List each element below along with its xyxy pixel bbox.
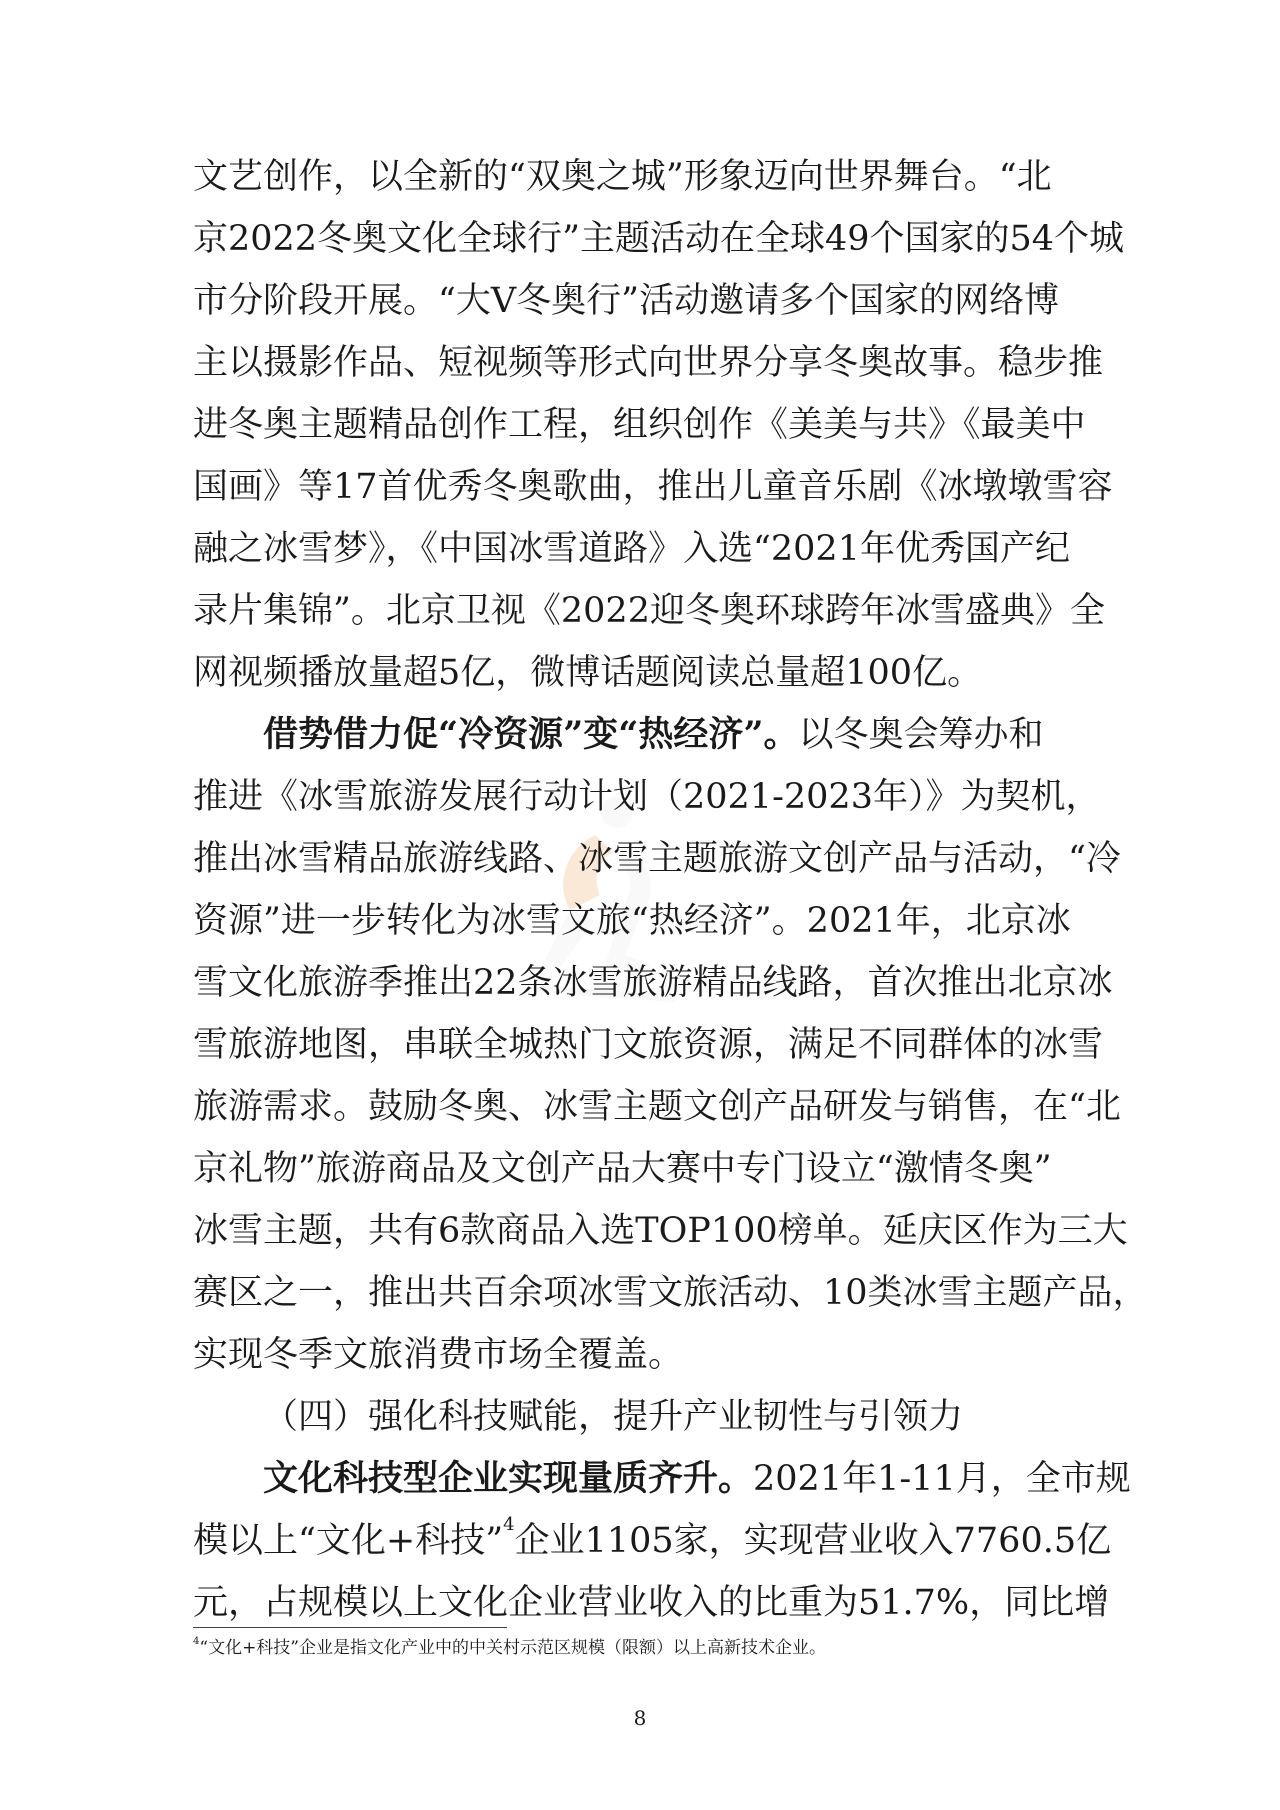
text-line: 国画》等17首优秀冬奥歌曲，推出儿童音乐剧《冰墩墩雪容 <box>193 467 1113 507</box>
paragraph-first-line <box>193 1448 1131 1510</box>
text-line: 推进《冰雪旅游发展行动计划（2021-2023年）》为契机， <box>193 777 1101 817</box>
paragraph-first-line <box>193 704 1097 766</box>
text-line: 主以摄影作品、短视频等形式向世界分享冬奥故事。稳步推 <box>193 343 1104 383</box>
text-line: 资源”进一步转化为冰雪文旅“热经济”。2021年，北京冰 <box>193 901 1071 941</box>
text-line: 冰雪主题，共有6款商品入选TOP100榜单。延庆区作为三大 <box>193 1211 1128 1251</box>
page-number: 8 <box>633 1706 647 1730</box>
section-heading: （四）强化科技赋能，提升产业韧性与引领力 <box>263 1397 964 1437</box>
text-line: 进冬奥主题精品创作工程，组织创作《美美与共》《最美中 <box>193 405 1086 445</box>
paragraph-text: 模以上“文化+科技” <box>193 1521 504 1561</box>
text-line: 京礼物”旅游商品及文创产品大赛中专门设立“激情冬奥” <box>193 1149 1052 1189</box>
text-line: 录片集锦”。北京卫视《2022迎冬奥环球跨年冰雪盛典》全 <box>193 591 1105 631</box>
footnote-reference[interactable]: 4 <box>503 1514 515 1535</box>
text-line: 推出冰雪精品旅游线路、冰雪主题旅游文创产品与活动，“冷 <box>193 839 1121 879</box>
paragraph-text: 2021年1-11月，全市规 <box>753 1459 1131 1499</box>
text-line: 融之冰雪梦》，《中国冰雪道路》入选“2021年优秀国产纪 <box>193 529 1070 569</box>
text-line: 文艺创作，以全新的“双奥之城”形象迈向世界舞台。“北 <box>193 157 1052 197</box>
text-line: 元，占规模以上文化企业营业收入的比重为51.7%，同比增 <box>193 1583 1110 1623</box>
footnote-marker: 4 <box>193 1636 200 1647</box>
paragraph-bold-lead: 借势借力促“冷资源”变“热经济”。 <box>263 714 799 755</box>
main-text <box>193 146 1148 1634</box>
text-line: 京2022冬奥文化全球行”主题活动在全球49个国家的54个城 <box>193 219 1125 259</box>
paragraph-bold-lead: 文化科技型企业实现量质齐升。 <box>263 1458 754 1499</box>
text-line: 网视频播放量超5亿，微博话题阅读总量超100亿。 <box>193 653 983 693</box>
paragraph-text: 以冬奥会筹办和 <box>798 715 1044 755</box>
footnote-divider <box>193 1627 507 1628</box>
text-line: 赛区之一，推出共百余项冰雪文旅活动、10类冰雪主题产品， <box>193 1273 1148 1313</box>
text-line: 雪文化旅游季推出22条冰雪旅游精品线路，首次推出北京冰 <box>193 963 1113 1003</box>
paragraph-text: 企业1105家，实现营业收入7760.5亿 <box>514 1521 1112 1561</box>
text-line: 旅游需求。鼓励冬奥、冰雪主题文创产品研发与销售，在“北 <box>193 1087 1121 1127</box>
text-line <box>193 1510 1112 1572</box>
text-line: 实现冬季文旅消费市场全覆盖。 <box>193 1335 684 1375</box>
footnote-text: “文化+科技”企业是指文化产业中的中关村示范区规模（限额）以上高新技术企业。 <box>199 1638 826 1658</box>
footnote <box>193 1635 1093 1661</box>
text-line: 雪旅游地图，串联全城热门文旅资源，满足不同群体的冰雪 <box>193 1025 1104 1065</box>
text-line: 市分阶段开展。“大V冬奥行”活动邀请多个国家的网络博 <box>193 281 1060 321</box>
